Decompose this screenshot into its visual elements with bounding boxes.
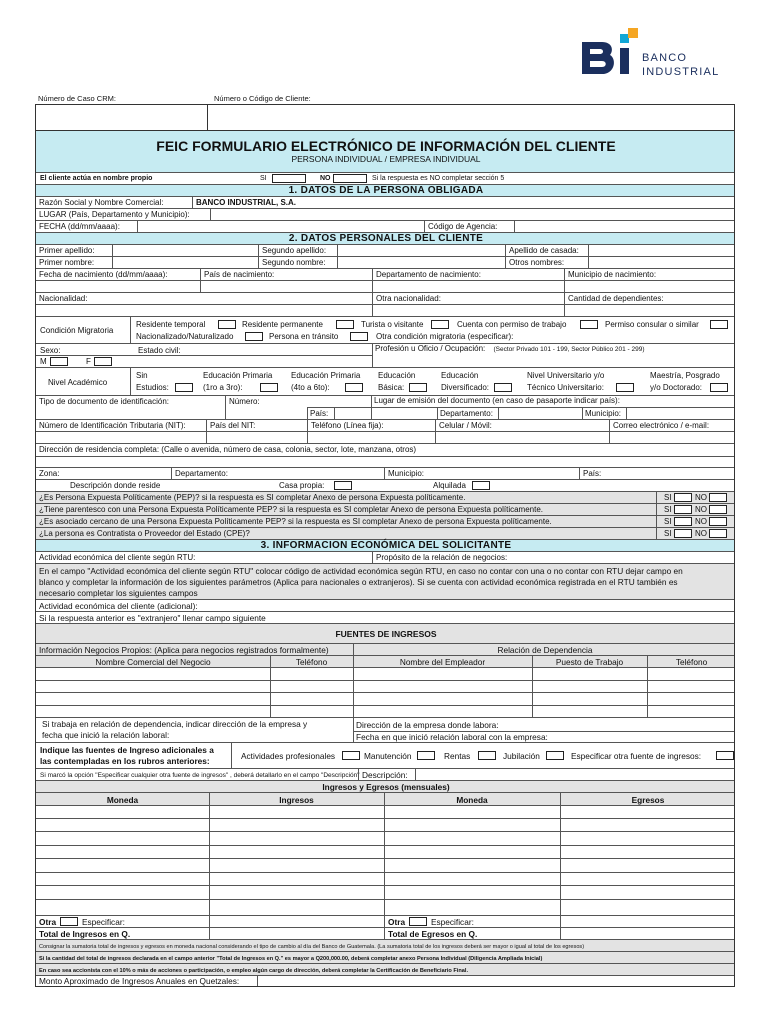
nivel-universitario-l1: Nivel Universitario y/o (527, 371, 605, 380)
monto-row (36, 976, 735, 987)
alquilada-box[interactable] (472, 481, 490, 490)
nacionalidad-row (36, 293, 735, 317)
casa-propia-label: Casa propia: (279, 481, 325, 490)
pep-2-si-label: SI (664, 505, 672, 514)
logo-word-industrial: INDUSTRIAL (642, 66, 720, 78)
pep-4-si-label: SI (664, 529, 672, 538)
note-1-row (36, 940, 735, 952)
nivel-academico-row (36, 368, 735, 396)
condicion-row (36, 317, 735, 344)
casa-propia-box[interactable] (334, 481, 352, 490)
indique-line-2: las contempladas en los rubros anteriores: (40, 756, 210, 766)
bi-logo-mark (580, 28, 640, 84)
total-egresos-field[interactable] (561, 928, 735, 939)
pais-nit-label[interactable]: País del NIT: (206, 420, 307, 443)
cond-nacionalizado: Nacionalizado/Naturalizado (136, 332, 234, 341)
nivel-sin-l1: Sin (136, 371, 148, 380)
ingresos-egresos-title: Ingresos y Egresos (mensuales) (322, 782, 450, 792)
segundo-nombre-field[interactable] (337, 257, 505, 268)
nivel-sin-l2: Estudios: (136, 383, 169, 392)
otros-nombres-field[interactable] (588, 257, 735, 268)
fuente-actividades-prof: Actividades profesionales (241, 751, 336, 761)
col-ingresos: Ingresos (279, 795, 314, 805)
depto-emision-label: Departamento: (440, 409, 493, 418)
cond-transito: Persona en tránsito (269, 332, 339, 341)
otra-ingresos-box[interactable] (60, 917, 78, 926)
apellidos-row (36, 245, 735, 257)
fuentes-header (36, 624, 735, 644)
especificar-egresos-label: Especificar: (431, 917, 474, 927)
sexo-f-box[interactable] (94, 357, 112, 366)
nivel-primaria1-l2: (1ro a 3ro): (203, 383, 243, 392)
segundo-apellido-label: Segundo apellido: (258, 245, 337, 256)
trabaja-line-2: fecha que inició la relación laboral: (42, 730, 170, 740)
lugar-field[interactable] (210, 209, 735, 220)
pep-question-1: ¿Es Persona Expuesta Políticamente (PEP)? si la respuesta es SI completar Anexo de persona Expuesta políticamente. (39, 493, 466, 502)
nacionalidad-label[interactable]: Nacionalidad: (39, 294, 88, 303)
nombres-row (36, 257, 735, 269)
pep-2-no-label: NO (695, 505, 707, 514)
actividad-row (36, 552, 735, 564)
cond-permiso-trabajo: Cuenta con permiso de trabajo (457, 320, 567, 329)
fuente-actividades-prof-box[interactable] (342, 751, 360, 760)
trabaja-row (36, 718, 735, 743)
fecha-row (36, 221, 735, 233)
own-name-row (36, 173, 735, 185)
nivel-primaria1-l1: Educación Primaria (203, 371, 273, 380)
instr-line-2: blanco y completar la información de los siguientes parámetros (Aplica para nacionales o extranjeros). Si se cuenta con actividad económica registrada en el RTU también es (39, 577, 678, 587)
fuentes-subheader (36, 644, 735, 656)
extranjero-label: Si la respuesta anterior es "extranjero" llenar campo siguiente (39, 613, 266, 623)
descripcion-reside-label: Descripción donde reside (70, 481, 161, 490)
nivel-primaria2-l1: Educación Primaria (291, 371, 361, 380)
own-name-no-label: NO (320, 175, 331, 182)
condicion-label: Condición Migratoria (40, 326, 114, 335)
own-name-no-box[interactable] (333, 174, 367, 183)
nivel-maestria-l2: y/o Doctorado: (650, 383, 703, 392)
total-egresos-label: Total de Egresos en Q. (388, 929, 478, 939)
pep-1-no-label: NO (695, 493, 707, 502)
fuente-otra-box[interactable] (716, 751, 734, 760)
note-1: Consignar la sumatoria total de ingresos y egresos en moneda nacional considerando el tipo de cambio al día del Banco de Guatemala. (La sumatoria total de los ingresos deberá ser mayor o igual al total de los egresos) (39, 944, 585, 950)
case-number-input[interactable] (36, 105, 207, 130)
pep-1-no-box[interactable] (709, 493, 727, 502)
otra-row (36, 916, 735, 928)
fuentes-table-body[interactable] (36, 668, 735, 718)
total-ingresos-field[interactable] (210, 928, 383, 939)
fuentes-adicionales-row (36, 743, 735, 769)
dir-empresa-label[interactable]: Dirección de la empresa donde labora: (356, 720, 499, 730)
section-2-title: 2. DATOS PERSONALES DEL CLIENTE (36, 233, 735, 245)
form-title-block (36, 131, 735, 173)
col-moneda-egresos: Moneda (456, 795, 488, 805)
profesion-label-group (375, 344, 645, 355)
actividad-adicional-label[interactable]: Actividad económica del cliente (adicional): (39, 601, 198, 611)
own-name-note: Si la respuesta es NO completar sección 5 (372, 175, 505, 182)
own-name-label: El cliente actúa en nombre propio (40, 175, 153, 182)
nivel-sin-box[interactable] (175, 383, 193, 392)
otra-nacionalidad-label[interactable]: Otra nacionalidad: (372, 293, 564, 316)
bank-logo (580, 28, 740, 86)
apellido-casada-label: Apellido de casada: (505, 245, 588, 256)
agencia-label: Código de Agencia: (428, 222, 498, 231)
total-ingresos-label: Total de Ingresos en Q. (39, 929, 131, 939)
case-number-label: Número de Caso CRM: (38, 94, 116, 103)
ingresos-egresos-body[interactable] (36, 806, 735, 916)
pep-4-no-label: NO (695, 529, 707, 538)
indique-line-1: Indique las fuentes de Ingreso adicionales a (40, 745, 214, 755)
nivel-basica-box[interactable] (409, 383, 427, 392)
fuente-manutencion: Manutención (364, 751, 412, 761)
negocios-propios-label: Información Negocios Propios: (Aplica para negocios registrados formalmente) (39, 645, 329, 655)
note-2-row (36, 952, 735, 964)
total-row (36, 928, 735, 940)
col-egresos: Egresos (631, 795, 665, 805)
descripcion-row (36, 769, 735, 781)
muni-nacimiento-label[interactable]: Municipio de nacimiento: (564, 269, 735, 292)
fuente-rentas-box[interactable] (478, 751, 496, 760)
nivel-diversificado-l2: Diversificado: (441, 383, 490, 392)
municipio-label[interactable]: Municipio: (384, 468, 579, 479)
documento-row (36, 396, 735, 420)
correo-label[interactable]: Correo electrónico / e-mail: (609, 420, 735, 443)
numero-documento-label[interactable]: Número: (225, 396, 371, 419)
zona-row (36, 468, 735, 480)
sexo-label: Sexo: (40, 346, 61, 355)
nivel-primaria2-l2: (4to a 6to): (291, 383, 330, 392)
fuente-otra: Especificar otra fuente de ingresos: (571, 751, 702, 761)
cond-residente-permanente-box[interactable] (336, 320, 354, 329)
ingresos-egresos-header (36, 781, 735, 793)
pais-nacimiento-label[interactable]: País de nacimiento: (200, 269, 372, 292)
agencia-field[interactable] (514, 221, 735, 232)
segundo-apellido-field[interactable] (337, 245, 505, 256)
col-nombre-negocio: Nombre Comercial del Negocio (95, 657, 211, 667)
nit-label[interactable]: Número de Identificación Tributaria (NIT): (39, 421, 186, 430)
section-3-title: 3. INFORMACION ECONÓMICA DEL SOLICITANTE (36, 540, 735, 552)
pep-4-si-box[interactable] (674, 529, 692, 538)
fuente-rentas: Rentas (444, 751, 471, 761)
zona-label[interactable]: Zona: (39, 469, 60, 478)
proposito-label[interactable]: Propósito de la relación de negocios: (372, 552, 735, 563)
fecha-nacimiento-label[interactable]: Fecha de nacimiento (dd/mm/aaaa): (39, 270, 168, 279)
lugar-emision-label: Lugar de emisión del documento (en caso de pasaporte indicar país): (374, 396, 620, 405)
pep-3-si-label: SI (664, 517, 672, 526)
instr-line-1: En el campo "Actividad económica del cliente según RTU" colocar código de actividad económica según RTU, en caso no contar con una o no contar con RTU dejar campo en (39, 566, 683, 576)
razon-social-value: BANCO INDUSTRIAL, S.A. (196, 198, 296, 207)
tipo-documento-label[interactable]: Tipo de documento de identificación: (39, 397, 170, 406)
col-nombre-empleador: Nombre del Empleador (399, 657, 486, 667)
nivel-primaria2-box[interactable] (345, 383, 363, 392)
primer-apellido-label: Primer apellido: (39, 246, 95, 255)
cond-residente-permanente: Residente permanente (242, 320, 323, 329)
nivel-maestria-box[interactable] (710, 383, 728, 392)
ingresos-egresos-columns (36, 793, 735, 806)
cond-turista: Turista o visitante (361, 320, 424, 329)
sexo-f-label: F (86, 357, 91, 366)
col-telefono-empleador: Teléfono (675, 657, 708, 667)
fecha-field[interactable] (137, 221, 424, 232)
fuentes-title: FUENTES DE INGRESOS (335, 629, 437, 639)
pep-4-no-box[interactable] (709, 529, 727, 538)
agencia-label-cell (424, 221, 514, 232)
cond-transito-box[interactable] (350, 332, 368, 341)
client-code-label: Número o Código de Cliente: (214, 94, 311, 103)
descripcion-field[interactable] (416, 769, 735, 780)
form-title: FEIC FORMULARIO ELECTRÓNICO DE INFORMACIÓN DEL CLIENTE (156, 138, 616, 154)
otra-egresos-label: Otra (388, 917, 406, 927)
departamento-label[interactable]: Departamento: (171, 468, 384, 479)
depto-nacimiento-label[interactable]: Departamento de nacimiento: (372, 269, 564, 292)
cond-otra: Otra condición migratoria (especificar): (376, 332, 514, 341)
estado-civil-label: Estado civil: (138, 346, 181, 355)
razon-social-label: Razón Social y Nombre Comercial: (39, 198, 164, 207)
sexo-row (36, 344, 735, 368)
pep-question-3: ¿Es asociado cercano de una Persona Expuesta Políticamente PEP? si la respuesta es SI completar Anexo de persona Expuesta políticamente. (39, 517, 552, 526)
nivel-primaria1-box[interactable] (260, 383, 278, 392)
own-name-si-box[interactable] (272, 174, 306, 183)
razon-social-row (36, 197, 735, 209)
note-2: Si la cantidad del total de ingresos declarada en el campo anterior "Total de Ingresos en Q." es mayor a Q200,000.00, deberá completar anexo Persona Individual (Diligencia Ampliada Inicial) (39, 956, 543, 962)
cond-residente-temporal: Residente temporal (136, 320, 206, 329)
nivel-basica-l2: Básica: (378, 383, 405, 392)
otra-egresos-box[interactable] (409, 917, 427, 926)
nivel-universitario-l2: Técnico Universitario: (527, 383, 604, 392)
cond-nacionalizado-box[interactable] (245, 332, 263, 341)
pep-question-4: ¿La persona es Contratista o Proveedor del Estado (CPE)? (39, 529, 250, 538)
form-subtitle: PERSONA INDIVIDUAL / EMPRESA INDIVIDUAL (291, 154, 481, 164)
fuente-jubilacion-box[interactable] (546, 751, 564, 760)
otra-ingresos-label: Otra (39, 917, 57, 927)
note-3: En caso sea accionista con el 10% o más de acciones o participación, o empleo algún cargo de dirección, deberá completar la Certificación de Beneficiario Final. (39, 968, 468, 974)
direccion-row (36, 444, 735, 468)
nacimiento-row (36, 269, 735, 293)
pep-2-no-box[interactable] (709, 505, 727, 514)
segundo-nombre-label: Segundo nombre: (258, 257, 337, 268)
monto-anual-label: Monto Aproximado de Ingresos Anuales en Quetzales: (39, 976, 240, 986)
nivel-diversificado-l1: Educación (441, 371, 479, 380)
descripcion-label: Descripción: (362, 770, 408, 780)
col-puesto: Puesto de Trabajo (555, 657, 624, 667)
pep-3-no-label: NO (695, 517, 707, 526)
nivel-maestria-l1: Maestría, Posgrado (650, 371, 720, 380)
actividad-adicional-row (36, 600, 735, 612)
si-marco-note: Si marcó la opción "Especificar cualquier otra fuente de ingresos" , deberá detallarlo en el campo "Descripción" (40, 772, 360, 779)
alquilada-label: Alquilada (433, 481, 466, 490)
profesion-label: Profesión u Oficio / Ocupación: (375, 344, 486, 353)
case-box (35, 104, 735, 131)
own-name-si-label: SI (260, 175, 267, 182)
razon-social-field[interactable] (192, 197, 735, 208)
pep-1-si-box[interactable] (674, 493, 692, 502)
especificar-ingresos-label: Especificar: (82, 917, 125, 927)
fuente-jubilacion: Jubilación (503, 751, 540, 761)
primer-apellido-field[interactable] (112, 245, 258, 256)
cond-permiso-trabajo-box[interactable] (580, 320, 598, 329)
pais-label[interactable]: País: (579, 468, 735, 479)
pais-emision-label: País: (310, 409, 329, 418)
pep-3-no-box[interactable] (709, 517, 727, 526)
actividad-rtu-label[interactable]: Actividad económica del cliente según RTU: (39, 553, 196, 562)
sexo-m-label: M (40, 357, 47, 366)
lugar-label: LUGAR (País, Departamento y Municipio): (39, 210, 190, 219)
pep-row-2 (36, 504, 735, 516)
pep-row-3 (36, 516, 735, 528)
fuente-manutencion-box[interactable] (417, 751, 435, 760)
nivel-academico-label: Nivel Académico (48, 378, 108, 387)
primer-nombre-label: Primer nombre: (39, 258, 95, 267)
pep-1-si-label: SI (664, 493, 672, 502)
dependientes-label[interactable]: Cantidad de dependientes: (564, 293, 735, 316)
fecha-label: FECHA (dd/mm/aaaa): (39, 222, 120, 231)
form (35, 131, 735, 987)
logo-word-banco: BANCO (642, 52, 688, 64)
cond-permiso-consular: Permiso consular o similar (605, 320, 699, 329)
trabaja-line-1: Si trabaja en relación de dependencia, indicar dirección de la empresa y (42, 719, 308, 729)
instr-line-3: necesario completar los siguientes campos (39, 588, 198, 598)
direccion-label: Dirección de residencia completa: (Calle o avenida, número de casa, colonia, sector, lote, manzana, otros) (39, 445, 417, 454)
monto-anual-field[interactable] (258, 976, 735, 987)
cond-permiso-consular-box[interactable] (710, 320, 728, 329)
cond-turista-box[interactable] (431, 320, 449, 329)
relacion-dependencia-label: Relación de Dependencia (497, 645, 593, 655)
telefono-fijo-label[interactable]: Teléfono (Línea fija): (307, 420, 435, 443)
extranjero-row (36, 612, 735, 624)
reside-row (36, 480, 735, 492)
instrucciones-block (36, 564, 735, 600)
pep-row-1 (36, 492, 735, 504)
fuentes-columns (36, 656, 735, 668)
lugar-row (36, 209, 735, 221)
cond-residente-temporal-box[interactable] (218, 320, 236, 329)
nivel-universitario-box[interactable] (616, 383, 634, 392)
fecha-inicio-label[interactable]: Fecha en que inició relación laboral con la empresa: (356, 732, 548, 742)
pep-question-2: ¿Tiene parentesco con una Persona Expuesta Políticamente PEP? si la respuesta es SI completar Anexo de persona Expuesta políticamente. (39, 505, 543, 514)
muni-emision-label: Municipio: (585, 409, 622, 418)
otros-nombres-label: Otros nombres: (505, 257, 588, 268)
col-moneda-ingresos: Moneda (106, 795, 139, 805)
pep-2-si-box[interactable] (674, 505, 692, 514)
pep-row-4 (36, 528, 735, 540)
celular-label[interactable]: Celular / Móvil: (435, 420, 609, 443)
nit-row (36, 420, 735, 444)
apellido-casada-field[interactable] (588, 245, 735, 256)
pep-3-si-box[interactable] (674, 517, 692, 526)
client-code-input[interactable] (208, 105, 734, 130)
primer-nombre-field[interactable] (112, 257, 258, 268)
section-1-title: 1. DATOS DE LA PERSONA OBLIGADA (36, 185, 735, 197)
nivel-basica-l1: Educación (378, 371, 416, 380)
sexo-m-box[interactable] (50, 357, 68, 366)
note-3-row (36, 964, 735, 976)
nivel-diversificado-box[interactable] (494, 383, 512, 392)
col-telefono-negocio: Teléfono (295, 657, 328, 667)
profesion-note: (Sector Privado 101 - 199, Sector Público 201 - 299) (493, 346, 645, 353)
